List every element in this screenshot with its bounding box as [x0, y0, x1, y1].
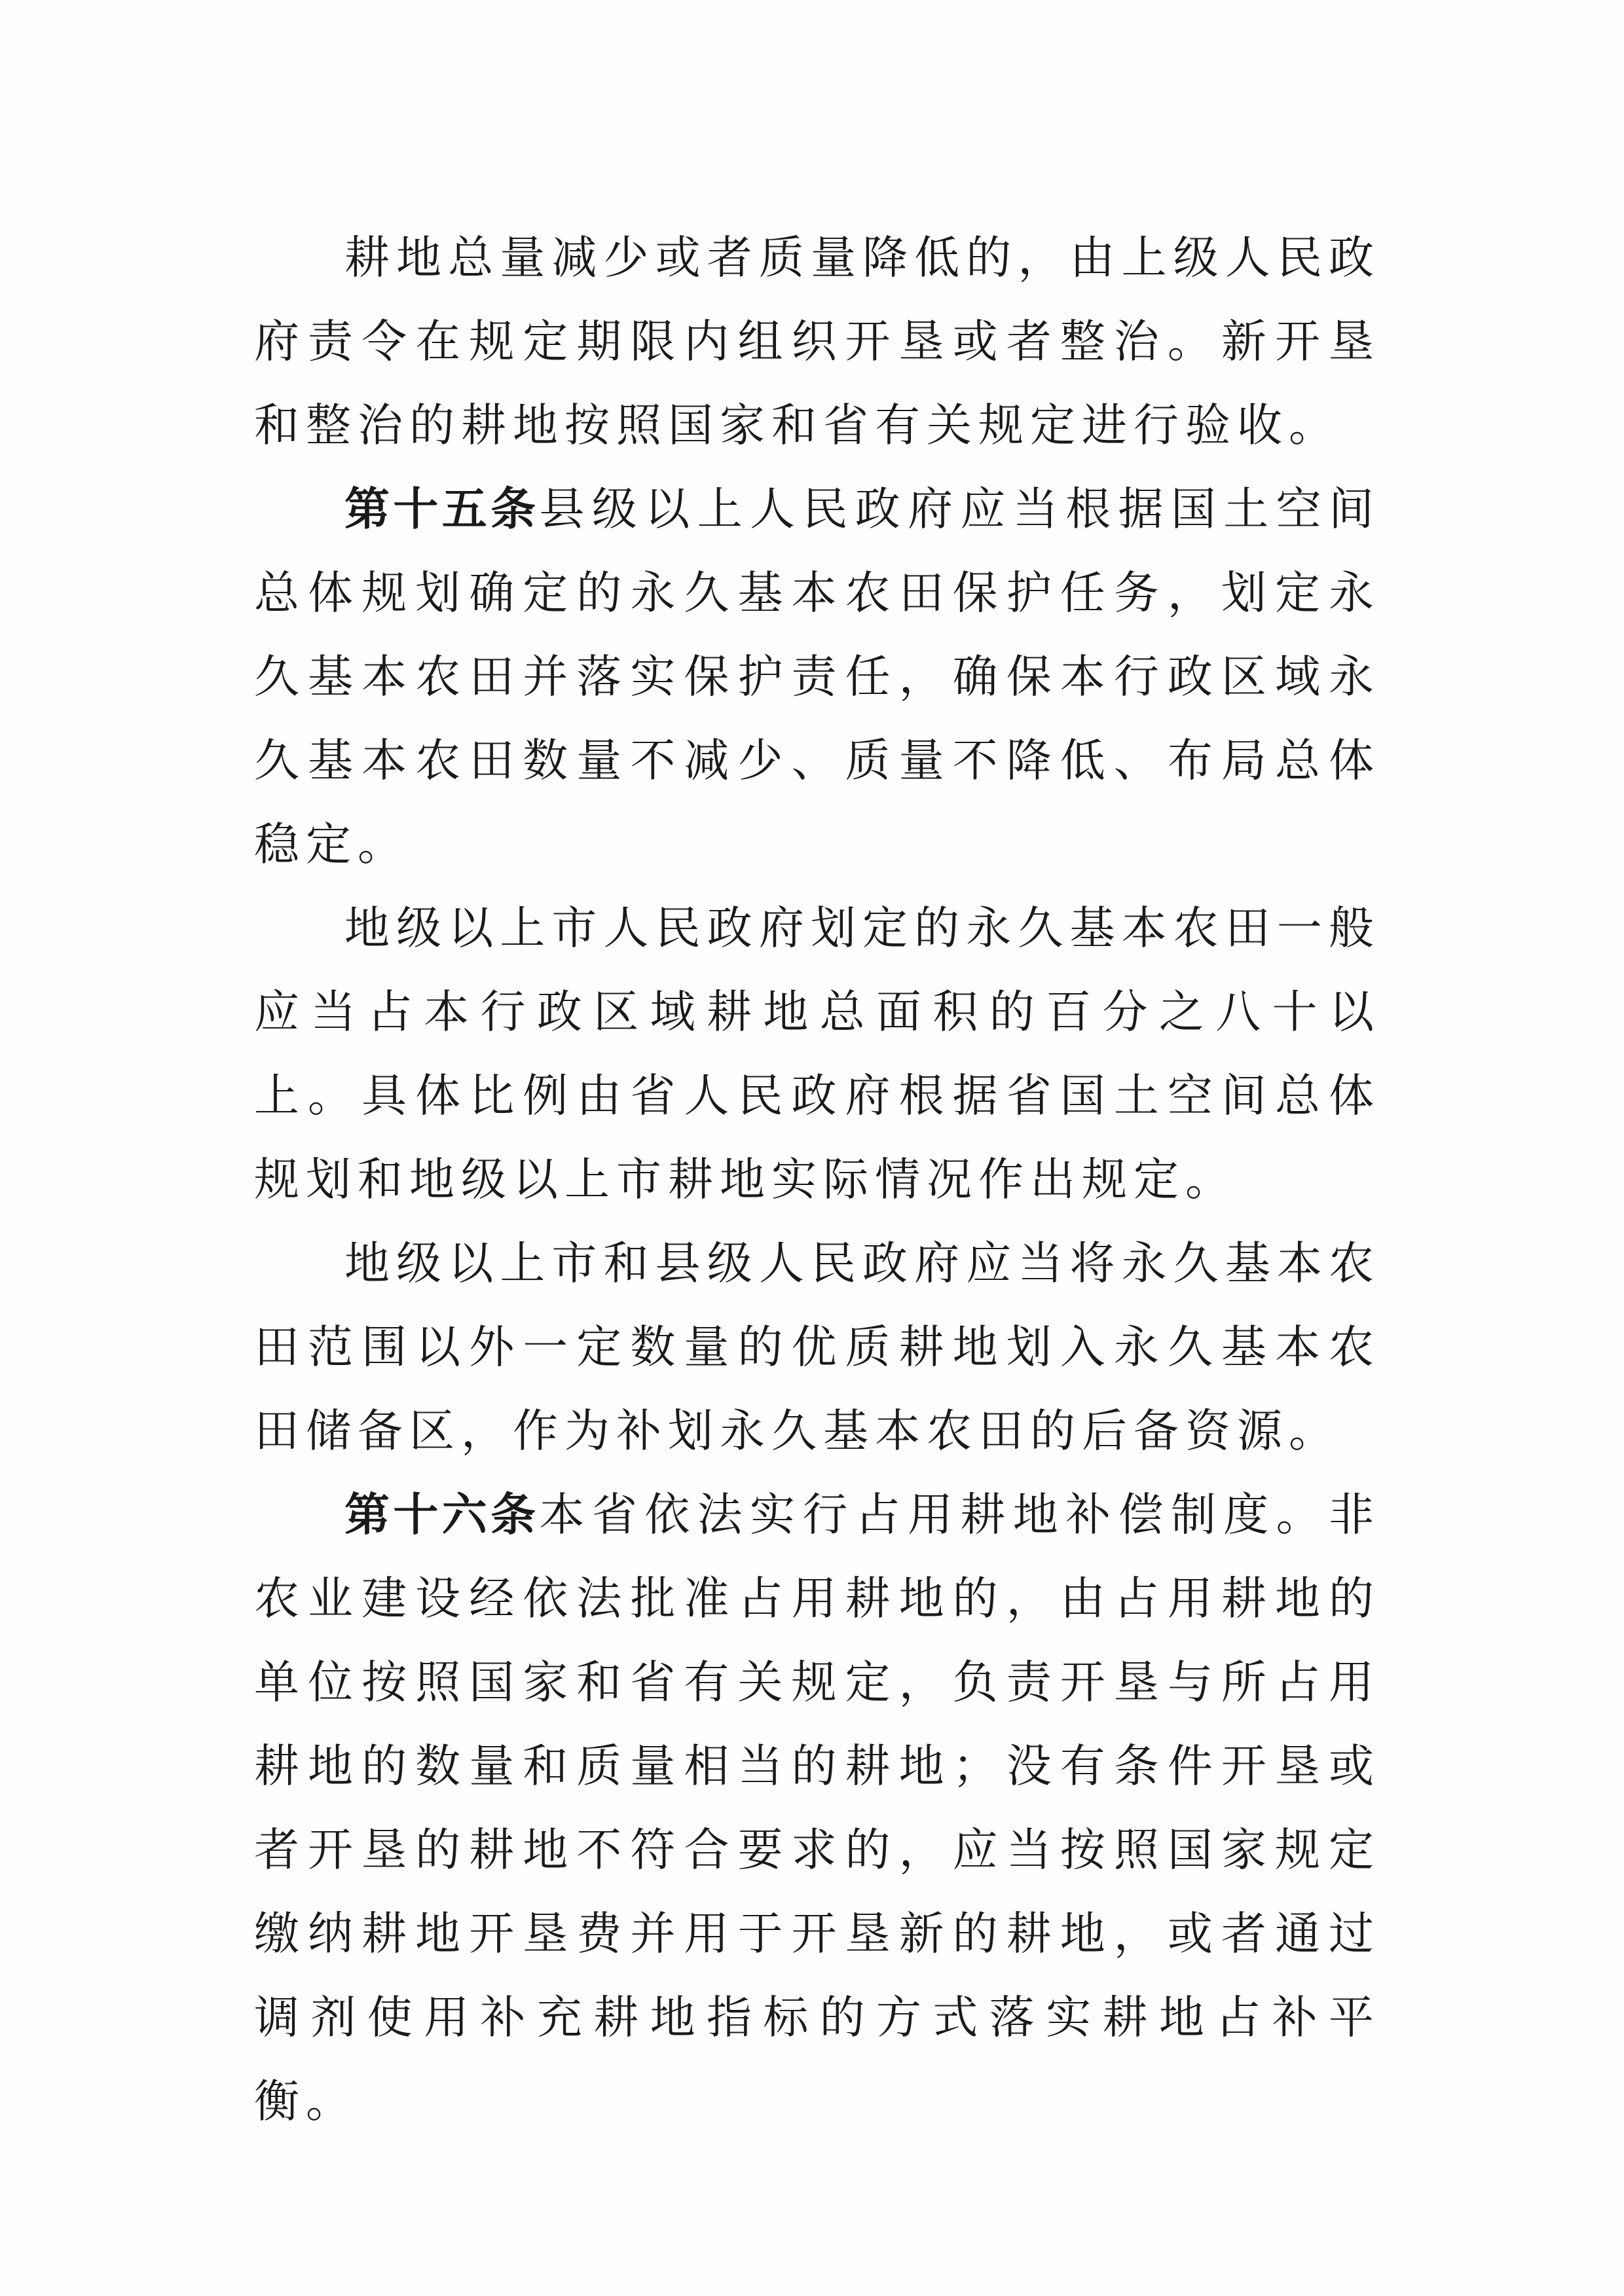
- paragraph-text: 本省依法实行占用耕地补偿制度。非农业建设经依法批准占用耕地的，由占用耕地的单位按照国家和省有关规定，负责开垦与所占用耕地的数量和质量相当的耕地；没有条件开垦或者开垦的耕地不符合要求的，应当按照国家规定缴纳耕地开垦费并用于开垦新的耕地，或者通过调剂使用补充耕地指标的方式落实耕地占补平衡。: [254, 1489, 1381, 2128]
- article-number: 第十五条: [344, 483, 540, 536]
- paragraph-text: 地级以上市人民政府划定的永久基本农田一般应当占本行政区域耕地总面积的百分之八十以上。具体比例由省人民政府根据省国土空间总体规划和地级以上市耕地实际情况作出规定。: [254, 902, 1380, 1206]
- article-15-paragraph: [254, 467, 1380, 886]
- body-text: [254, 216, 1380, 2143]
- article-number: 第十六条: [344, 1489, 540, 1541]
- paragraph-4: [254, 1222, 1380, 1473]
- paragraph-text: 县级以上人民政府应当根据国土空间总体规划确定的永久基本农田保护任务，划定永久基本农田并落实保护责任，确保本行政区域永久基本农田数量不减少、质量不降低、布局总体稳定。: [254, 483, 1381, 871]
- paragraph-text: 耕地总量减少或者质量降低的，由上级人民政府责令在规定期限内组织开垦或者整治。新开垦和整治的耕地按照国家和省有关规定进行验收。: [254, 232, 1380, 452]
- article-16-paragraph: [254, 1473, 1380, 2143]
- paragraph-text: 地级以上市和县级人民政府应当将永久基本农田范围以外一定数量的优质耕地划入永久基本农田储备区，作为补划永久基本农田的后备资源。: [254, 1237, 1380, 1457]
- paragraph-3: [254, 886, 1380, 1222]
- paragraph-1: [254, 216, 1380, 467]
